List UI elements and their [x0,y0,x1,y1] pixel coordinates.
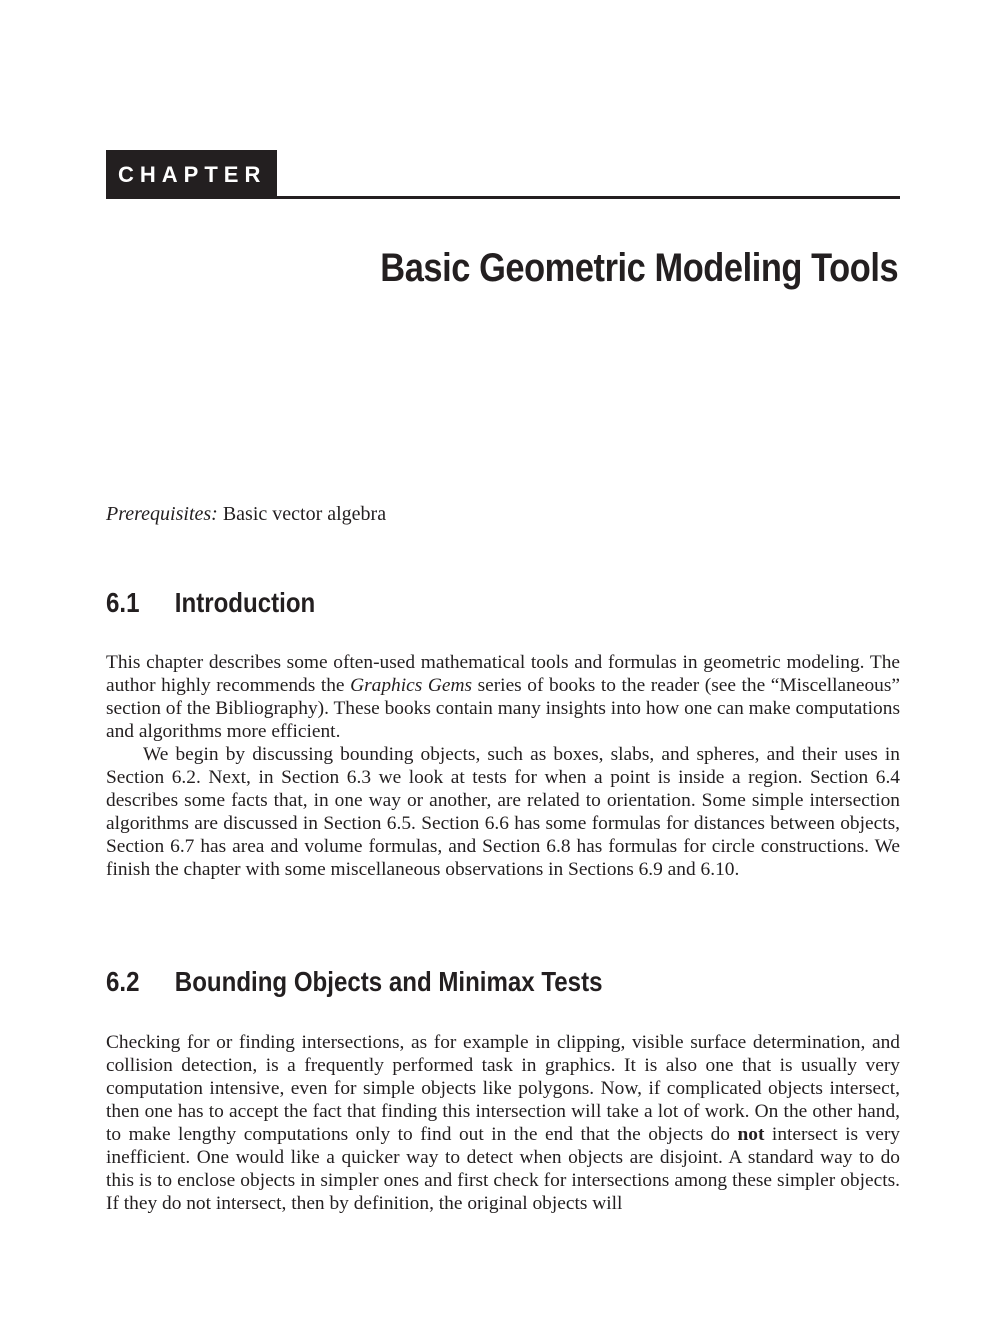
section-title: Introduction [174,587,316,618]
book-title: Graphics Gems [350,675,473,696]
chapter-rule [277,196,900,199]
prerequisites-line [106,500,386,528]
prerequisites-value: Basic vector algebra [222,503,387,525]
chapter-label: CHAPTER 6 [106,150,277,199]
section-heading-bounding-objects [106,962,603,1002]
paragraph [106,651,900,743]
section-number: 6.1 [106,587,140,618]
section-number: 6.2 [106,966,140,997]
section-body-introduction [106,651,900,881]
prerequisites-label: Prerequisites: [106,503,218,525]
emphasis: not [737,1124,765,1145]
chapter-title: Basic Geometric Modeling Tools [380,246,898,290]
text-run: Checking for or finding intersections, as for example in clipping, visible surface determination, and collision detection, is a frequently performed task in graphics. It is also one that is usually very computation intensive, even for simple objects like polygons. Now, if complicated objects intersect, then one has to accept the fact that finding this intersection will take a lot of work. On the other hand, to make lengthy computations only to find out in the end that the objects do [106,1032,900,1145]
paragraph [106,1031,900,1215]
section-title: Bounding Objects and Minimax Tests [174,966,603,997]
text-run: This chapter describes some often-used mathematical tools and formulas in geometric modeling. The author highly recommends the [106,652,900,696]
chapter-banner [106,150,900,199]
text-run: series of books to the reader (see the “Miscellaneous” section of the Bibliography). These books contain many insights into how one can make computations and algorithms more efficient. [106,675,901,742]
text-run: intersect is very inefficient. One would like a quicker way to detect when objects are disjoint. A standard way to do this is to enclose objects in simpler ones and first check for intersections among these simpler objects. If they do not intersect, then by definition, the original objects will [106,1124,900,1214]
paragraph: We begin by discussing bounding objects, such as boxes, slabs, and spheres, and their uses in Section 6.2. Next, in Section 6.3 we look at tests for when a point is inside a region. Section 6.4 describes some facts that, in one way or another, are related to orientation. Some simple intersection algorithms are discussed in Section 6.5. Section 6.6 has some formulas for distances between objects, Section 6.7 has area and volume formulas, and Section 6.8 has formulas for circle constructions. We finish the chapter with some miscellaneous observations in Sections 6.9 and 6.10. [106,744,900,880]
section-body-bounding-objects [106,1031,900,1215]
section-heading-introduction [106,583,315,623]
